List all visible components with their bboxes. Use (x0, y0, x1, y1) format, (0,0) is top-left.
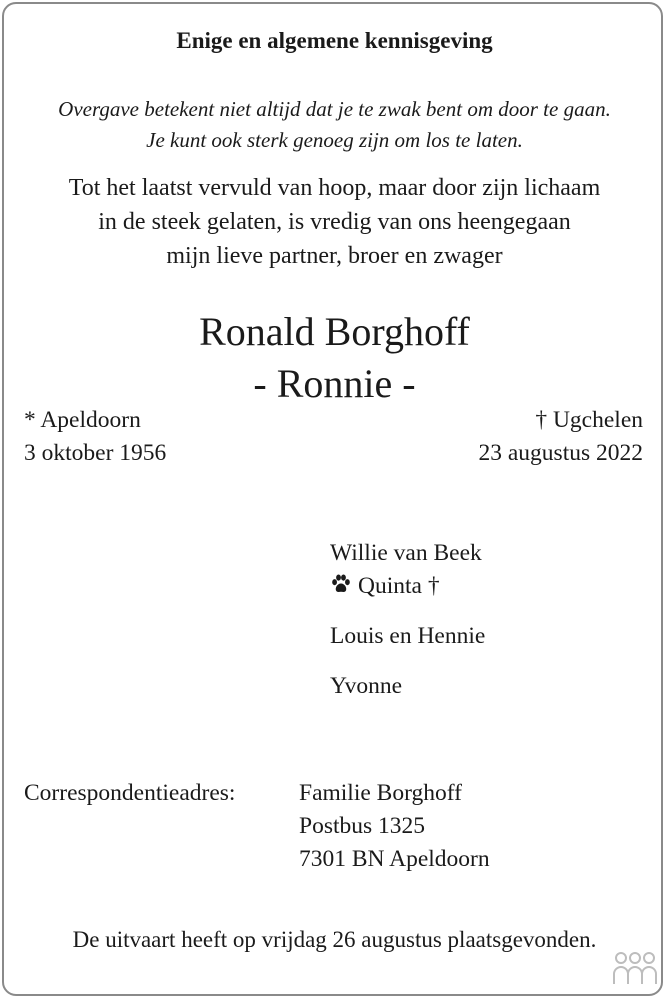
correspondence-line-2: Postbus 1325 (299, 813, 426, 839)
birth-date: 3 oktober 1956 (24, 440, 167, 466)
quote-line-1: Overgave betekent niet altijd dat je te zwak bent om door te gaan. (58, 97, 611, 121)
death-date: 23 augustus 2022 (478, 440, 643, 466)
quote-line-2: Je kunt ook sterk genoeg zijn om los te laten. (146, 128, 523, 152)
announcement-heading: Enige en algemene kennisgeving (176, 28, 493, 53)
deceased-name: Ronald Borghoff (199, 309, 470, 354)
family-pet (330, 573, 440, 600)
paw-icon (330, 573, 352, 595)
deceased-nickname: - Ronnie - (253, 361, 416, 406)
death-place: † Ugchelen (535, 407, 643, 433)
funeral-notice: De uitvaart heeft op vrijdag 26 augustus plaatsgevonden. (72, 927, 597, 952)
pet-name: Quinta † (358, 573, 440, 599)
intro-line-2: in de steek gelaten, is vredig van ons heengegaan (98, 209, 571, 235)
correspondence-label: Correspondentieadres: (24, 780, 236, 806)
birth-place: * Apeldoorn (24, 407, 141, 433)
intro-line-3: mijn lieve partner, broer en zwager (166, 243, 503, 269)
people-logo-icon (612, 950, 658, 986)
intro-line-1: Tot het laatst vervuld van hoop, maar door zijn lichaam (68, 175, 601, 201)
correspondence-line-3: 7301 BN Apeldoorn (299, 846, 490, 872)
family-sibling-1: Louis en Hennie (330, 623, 486, 649)
correspondence-line-1: Familie Borghoff (299, 780, 462, 806)
family-sibling-2: Yvonne (330, 673, 403, 699)
family-partner: Willie van Beek (330, 540, 482, 566)
